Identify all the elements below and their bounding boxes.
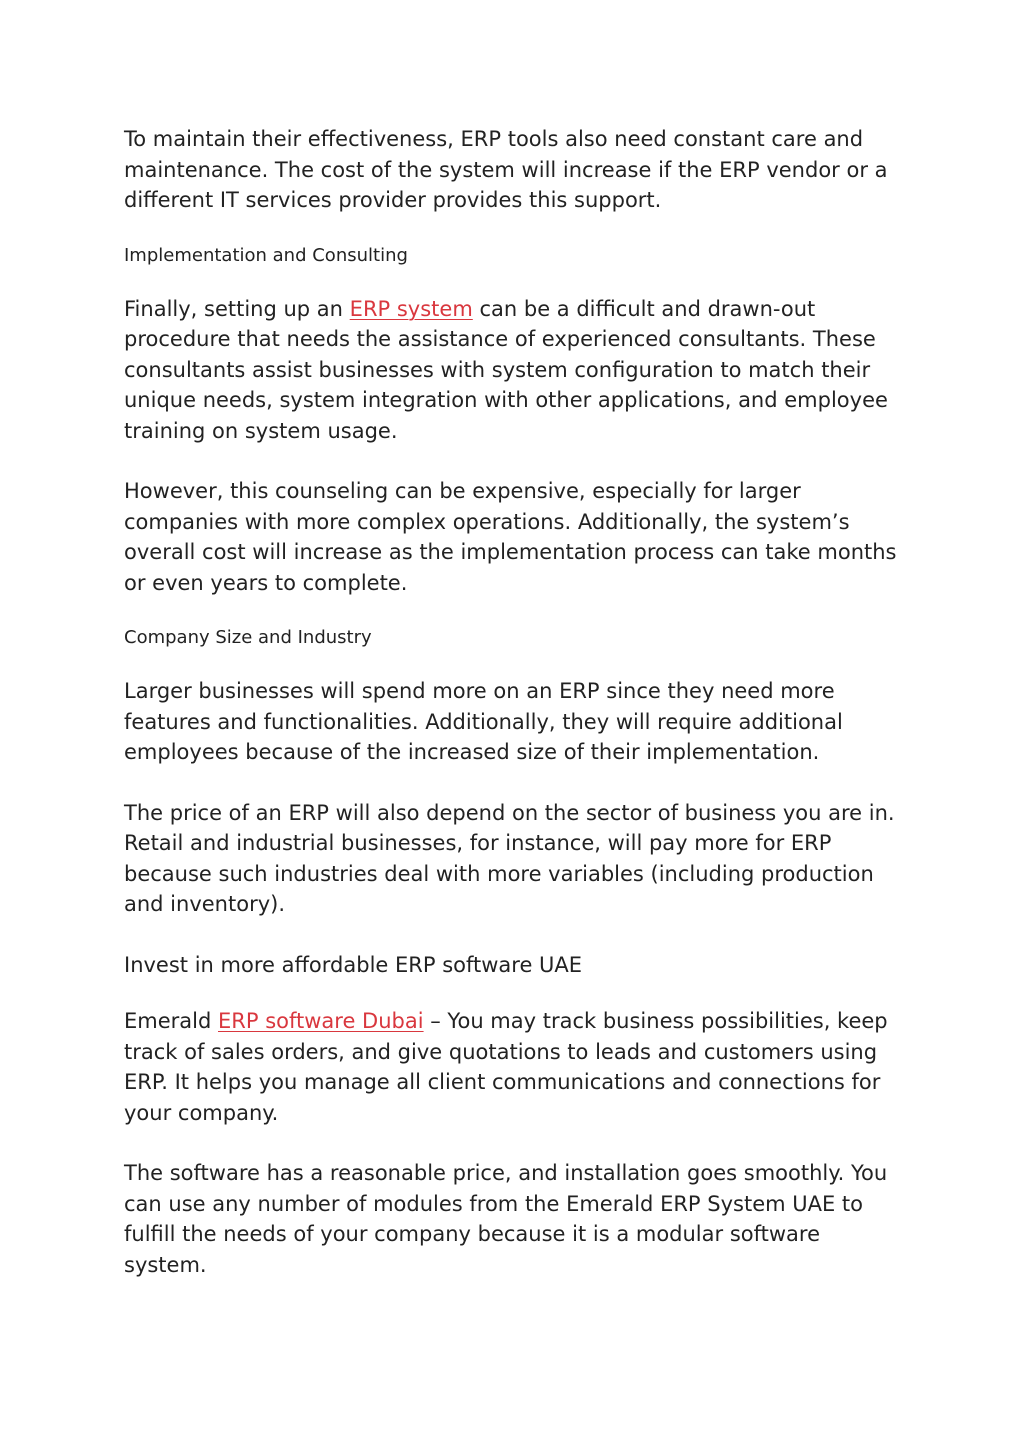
paragraph-sector-price: The price of an ERP will also depend on the sector of business you are in. Retail and industrial businesses, for instance, will pay more for ERP because such industries deal with more variables (including production and inventory).: [124, 800, 895, 916]
spacer: [124, 920, 904, 950]
erp-system-link[interactable]: ERP system: [349, 296, 473, 321]
heading-implementation-consulting: Implementation and Consulting: [124, 244, 408, 266]
spacer: [124, 446, 904, 476]
spacer: [124, 598, 904, 624]
paragraph-setup-after: can be a difficult and drawn-out procedure that needs the assistance of experienced consultants. These consultants assist businesses with system configuration to match their unique needs, system integration with other applications, and employee training on system usage.: [124, 296, 888, 443]
spacer: [124, 980, 904, 1006]
paragraph-emerald-after: – You may track business possibilities, keep track of sales orders, and give quotations to leads and customers using ERP. It helps you manage all client communications and connections for your company.: [124, 1009, 888, 1125]
paragraph-emerald: [124, 1006, 904, 1128]
erp-software-dubai-link[interactable]: ERP software Dubai: [218, 1009, 424, 1033]
document-page: [124, 124, 904, 1280]
paragraph-maintenance: To maintain their effectiveness, ERP tools also need constant care and maintenance. The cost of the system will increase if the ERP vendor or a different IT services provider provides this support.: [124, 127, 888, 212]
paragraph-larger-businesses: Larger businesses will spend more on an ERP since they need more features and functionalities. Additionally, they will require additional employees because of the increased size of their implementation.: [124, 679, 843, 764]
paragraph-counseling-cost: However, this counseling can be expensive, especially for larger companies with more complex operations. Additionally, the system’s overall cost will increase as the implementation process can take months or even years to complete.: [124, 479, 897, 595]
spacer: [124, 768, 904, 798]
spacer: [124, 652, 904, 676]
spacer: [124, 1128, 904, 1158]
paragraph-setup: [124, 294, 904, 447]
heading-company-size: Company Size and Industry: [124, 627, 372, 648]
paragraph-emerald-before: Emerald: [124, 1009, 218, 1033]
paragraph-setup-before: Finally, setting up an: [124, 296, 350, 321]
spacer: [124, 270, 904, 294]
heading-invest-affordable: Invest in more affordable ERP software UAE: [124, 952, 583, 977]
spacer: [124, 216, 904, 242]
paragraph-reasonable-price: The software has a reasonable price, and installation goes smoothly. You can use any number of modules from the Emerald ERP System UAE to fulfill the needs of your company because it is a modular software system.: [124, 1161, 888, 1277]
